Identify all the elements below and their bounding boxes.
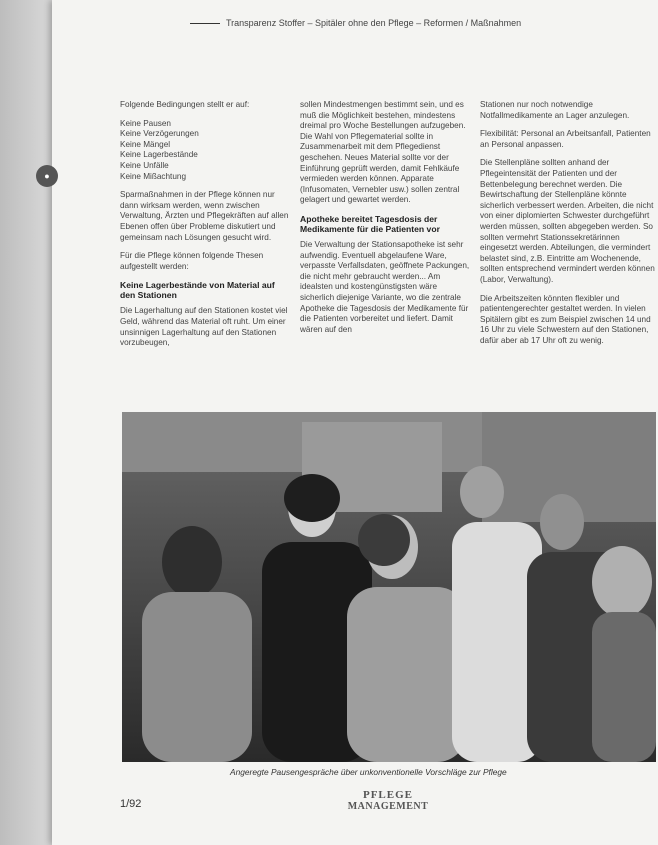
header-rule bbox=[190, 23, 220, 24]
paragraph: Die Verwaltung der Stationsapotheke ist sehr aufwendig. Eventuell abgelaufene Ware, verpasste Verfallsdaten, geöffnete Packungen, die nicht mehr gebraucht werden... Am idealsten und kostengünstigsten wäre sicherlich diejenige Variante, wo die zentrale Apotheke die Tagesdosis der Medikamente für die Patienten vorbereitet und liefert. Damit wären auf den bbox=[300, 239, 470, 334]
paragraph: sollen Mindestmengen bestimmt sein, und es muß die Möglichkeit bestehen, mindestens dreimal pro Woche Bestellungen aufzugeben. Die Wahl von Pflegematerial sollte in Zusammenarbeit mit dem Pflegedienst geschehen. Neues Material sollte vor der Einführung geprüft werden, damit Fehlkäufe vermieden werden können. Apparate (Infusomaten, Vernebler usw.) sollen zentral gelagert und gewartet werden. bbox=[300, 100, 466, 205]
header-title: Transparenz Stoffer – Spitäler ohne den Pflege – Reformen / Maßnahmen bbox=[226, 18, 522, 28]
intro-text: Folgende Bedingungen stellt er auf: bbox=[120, 100, 250, 109]
page-number: 1/92 bbox=[120, 798, 142, 810]
text-column-1 bbox=[120, 100, 290, 357]
paragraph: Flexibilität: Personal an Arbeitsanfall, Patienten an Personal anpassen. bbox=[480, 129, 651, 149]
paragraph: Für die Pflege können folgende Thesen aufgestellt werden: bbox=[120, 251, 264, 271]
text-column-3 bbox=[480, 100, 656, 354]
list-item: Keine Mißachtung bbox=[120, 171, 186, 181]
running-header bbox=[190, 16, 606, 30]
event-photo bbox=[122, 412, 656, 762]
list-item: Keine Verzögerungen bbox=[120, 129, 199, 139]
photo-caption: Angeregte Pausengespräche über unkonventionelle Vorschläge zur Pflege bbox=[230, 767, 507, 777]
logo-line-1: PFLEGE bbox=[362, 789, 413, 801]
list-item: Keine Unfälle bbox=[120, 160, 169, 170]
paragraph: Sparmaßnahmen in der Pflege können nur dann wirksam werden, wenn zwischen Verwaltung, Ärzten und Pflegekräften auf allen Ebenen offen über Probleme diskutiert und gemeinsam nach Lösungen gesucht wird. bbox=[120, 190, 289, 242]
magazine-logo bbox=[333, 790, 443, 812]
list-item: Keine Lagerbestände bbox=[120, 150, 198, 160]
page-gutter bbox=[0, 0, 52, 845]
list-item: Keine Mängel bbox=[120, 139, 171, 149]
paragraph: Die Stellenpläne sollten anhand der Pflegeintensität der Patienten und der Bettenbelegung berechnet werden. Die Bewirtschaftung der Stellenpläne könnte sicherlich verbessert werden. Arbeiten, die nicht von einer diplomierten Schwester durchgeführt werden müssen, sollten abgegeben werden. So sollten vermehrt Stationssekretärinnen eingesetzt werden. Abteilungen, die vermindert belastet sind, z.B. Eintritte am Wochenende, sollten entsprechend vermindert werden können (Labor, Verwaltung). bbox=[480, 158, 655, 284]
logo-line-2: MANAGEMENT bbox=[347, 801, 429, 812]
text-column-2 bbox=[300, 100, 470, 343]
paragraph: Die Arbeitszeiten könnten flexibler und patientengerechter gestaltet werden. In vielen Spitälern gibt es zum Beispiel zwischen 14 und 16 Uhr zu viele Schwestern auf den Stationen, dafür aber ab 17 Uhr oft zu wenig. bbox=[480, 293, 651, 345]
paragraph: Stationen nur noch notwendige Notfallmedikamente an Lager anzulegen. bbox=[480, 100, 630, 120]
section-marker-icon: ● bbox=[36, 165, 58, 187]
conditions-list bbox=[120, 119, 290, 183]
photo-icon bbox=[122, 412, 656, 762]
paragraph: Die Lagerhaltung auf den Stationen kostet viel Geld, während das Material oft ruht. Um einer unsinnigen Lagerhaltung auf den Stationen vorzubeugen, bbox=[120, 306, 288, 348]
section-heading: Apotheke bereitet Tagesdosis der Medikamente für die Patienten vor bbox=[300, 213, 440, 234]
list-item: Keine Pausen bbox=[120, 118, 171, 128]
section-heading: Keine Lagerbestände von Material auf den Stationen bbox=[120, 280, 275, 301]
